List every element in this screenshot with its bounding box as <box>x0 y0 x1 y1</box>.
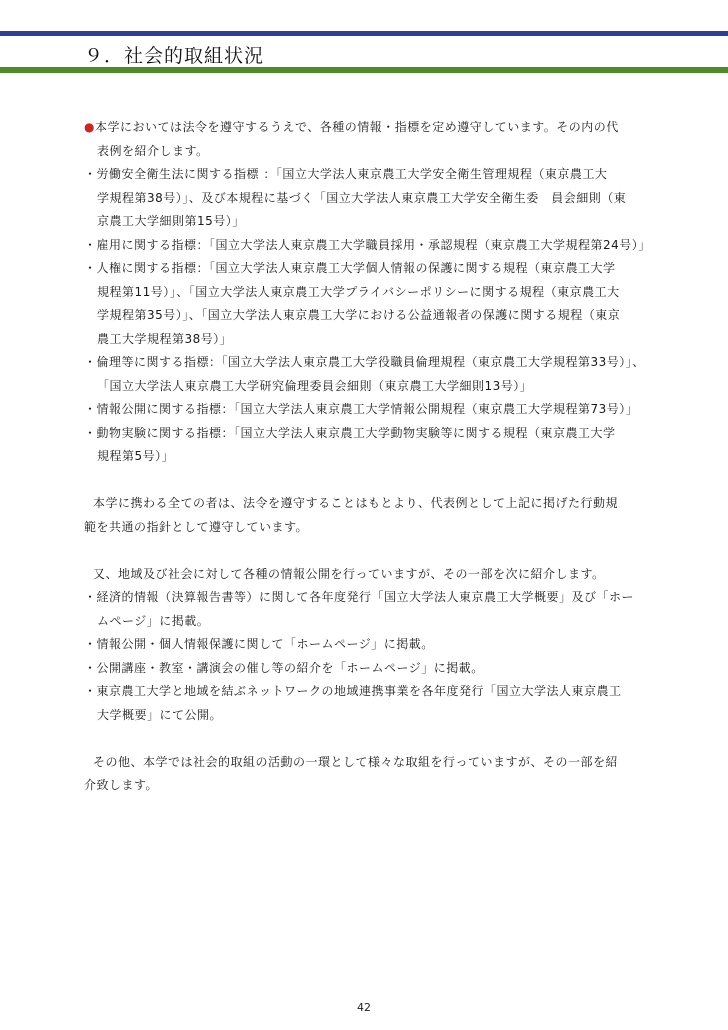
other-paragraph-line: 介致します。 <box>84 778 159 792</box>
guideline-line: ・情報公開に関する指標：「国立大学法人東京農工大学情報公開規程（東京農工大学規程第73号）」 <box>84 402 639 416</box>
guideline-line: 規程第11号）」、「国立大学法人東京農工大学プライバシーポリシーに関する規程（東京農工大 <box>97 284 620 299</box>
disclosure-list <box>84 586 644 727</box>
compliance-paragraph-line: 範を共通の指針として遵守しています。 <box>84 519 309 534</box>
header-green-bar <box>0 67 728 73</box>
other-paragraph-line: その他、本学では社会的取組の活動の一環として様々な取組を行っていますが、その一部を紹 <box>93 754 619 769</box>
spacer <box>84 727 644 751</box>
intro-line <box>84 140 644 164</box>
guideline-line: 学規程第38号）」、及び本規程に基づく「国立大学法人東京農工大学安全衛生委 員会細則（東 <box>97 190 627 205</box>
guideline-line: 農工大学規程第38号）」 <box>97 331 233 346</box>
guideline-line: 規程第5号）」 <box>97 449 175 463</box>
disclosure-line: ・東京農工大学と地域を結ぶネットワークの地域連携事業を各年度発行「国立大学法人東京農工 <box>84 684 622 698</box>
guideline-list <box>84 163 651 469</box>
disclosure-paragraph: 又、地域及び社会に対して各種の情報公開を行っていますが、その一部を次に紹介します。 <box>93 566 605 581</box>
intro-text-1: 本学においては法令を遵守するうえで、各種の情報・指標を定め遵守しています。その内の代 <box>94 120 619 134</box>
bullet-icon: ● <box>84 120 95 134</box>
intro-line <box>84 116 644 140</box>
intro-text-2: 表例を紹介します。 <box>97 143 209 158</box>
guideline-line: ・雇用に関する指標：「国立大学法人東京農工大学職員採用・承認規程（東京農工大学規程第24号）」 <box>84 237 651 252</box>
header-top-bar <box>0 31 728 36</box>
body-content <box>84 116 651 798</box>
compliance-paragraph-line: 本学に携わる全ての者は、法令を遵守することはもとより、代表例として上記に掲げた行動規 <box>93 496 619 510</box>
section-title: ９．社会的取組状況 <box>84 45 265 67</box>
guideline-line: ・人権に関する指標：「国立大学法人東京農工大学個人情報の保護に関する規程（東京農工大学 <box>84 261 616 275</box>
guideline-line: ・倫理等に関する指標：「国立大学法人東京農工大学役職員倫理規程（東京農工大学規程第33号）」、 <box>84 355 645 369</box>
spacer <box>84 469 644 493</box>
disclosure-line: ムページ」に掲載。 <box>97 613 210 628</box>
guideline-line: 「国立大学法人東京農工大学研究倫理委員会細則（東京農工大学細則13号）」 <box>97 378 533 393</box>
guideline-line: 学規程第35号）」、「国立大学法人東京農工大学における公益通報者の保護に関する規程（東京 <box>97 308 621 322</box>
spacer <box>84 539 644 563</box>
disclosure-line: ・経済的情報（決算報告書等）に関して各年度発行「国立大学法人東京農工大学概要」及び「ホー <box>84 590 635 604</box>
guideline-line: ・動物実験に関する指標：「国立大学法人東京農工大学動物実験等に関する規程（東京農工大学 <box>84 425 616 440</box>
guideline-line: ・労働安全衛生法に関する指標 ：「国立大学法人東京農工大学安全衛生管理規程（東京農工大 <box>84 167 608 181</box>
disclosure-line: 大学概要」にて公開。 <box>97 707 223 722</box>
guideline-line: 京農工大学細則第15号）」 <box>97 214 245 228</box>
disclosure-line: ・公開講座・教室・講演会の催し等の紹介を「ホームページ」に掲載。 <box>84 660 484 675</box>
disclosure-line: ・情報公開・個人情報保護に関して「ホームページ」に掲載。 <box>84 637 434 651</box>
page-number: 42 <box>357 1001 371 1014</box>
